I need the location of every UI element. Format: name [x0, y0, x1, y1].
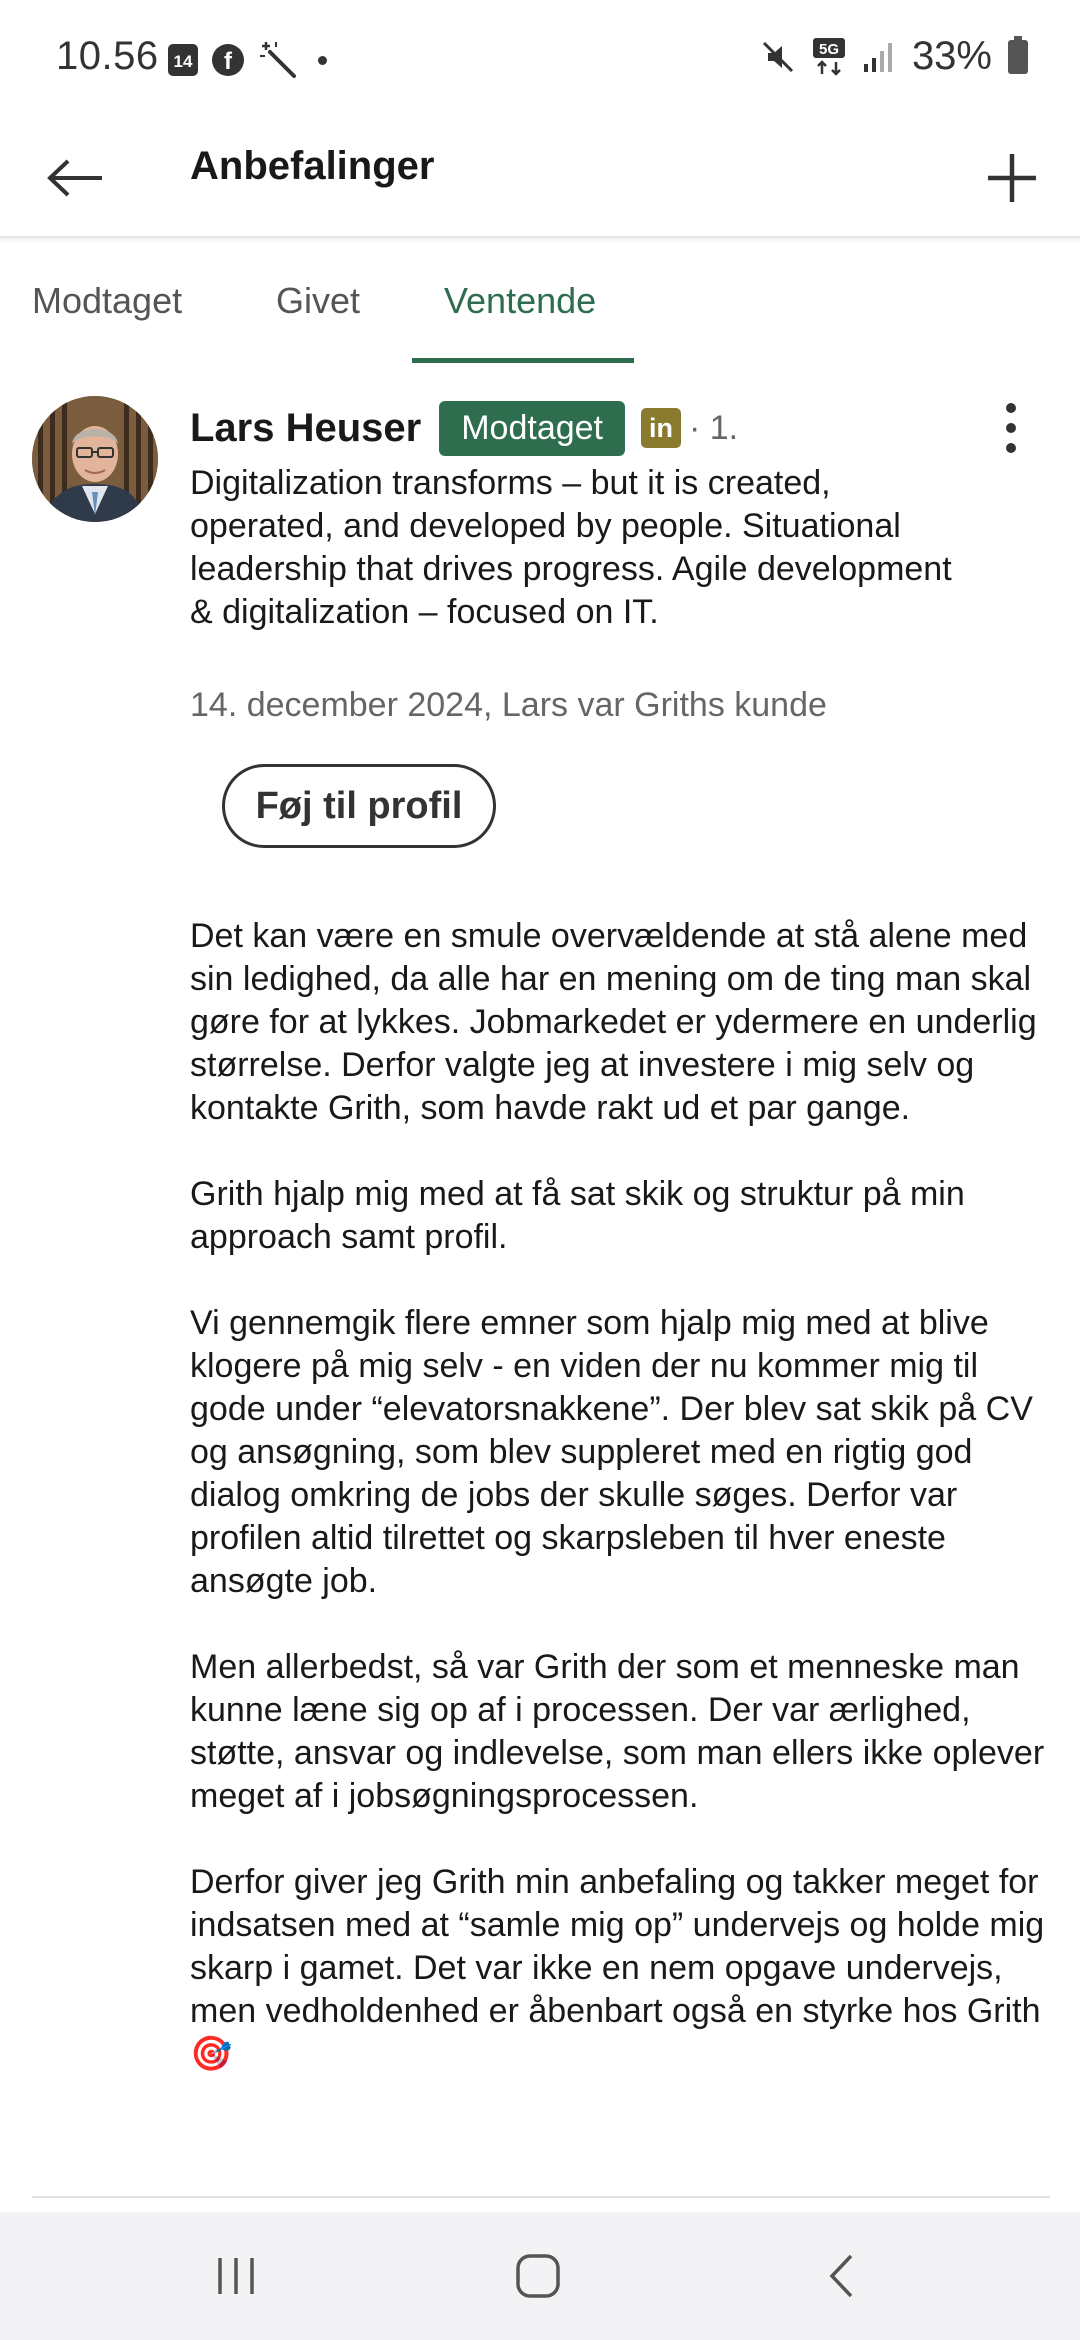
recommendation-paragraph: Derfor giver jeg Grith min anbefaling og takker meget for indsatsen med at “samle mig op” undervejs og holde mig skarp i gamet. Det var ikke en nem opgave undervejs, men vedholdenhed er åbenbart også en styrke hos Grith 🎯 — [190, 1863, 1045, 2073]
app-bar — [0, 118, 1080, 238]
system-back-button[interactable] — [802, 2242, 882, 2310]
avatar[interactable] — [32, 396, 158, 522]
add-recommendation-button[interactable] — [972, 138, 1052, 218]
status-notification-icons — [168, 40, 327, 80]
back-button[interactable] — [36, 138, 116, 218]
recommendation-text — [190, 915, 1050, 2076]
plus-icon — [986, 152, 1038, 204]
facebook-icon: f — [212, 44, 244, 76]
divider — [32, 2196, 1050, 2198]
recent-apps-button[interactable] — [196, 2242, 276, 2310]
recommender-header — [190, 396, 738, 460]
more-dot-icon — [1006, 423, 1016, 433]
page-title: Anbefalinger — [190, 144, 435, 188]
more-dot-icon — [1006, 403, 1016, 413]
home-icon — [515, 2253, 561, 2299]
mute-icon — [760, 39, 796, 75]
recommendation-paragraph: Det kan være en smule overvældende at stå alene med sin ledighed, da alle har en mening om de ting man skal gøre for at lykkes. Jobmarkedet er ydermere en underlig størrelse. Derfor valgte jeg at investere i mig selv og kontakte Grith, som havde rakt ud et par gange. — [190, 917, 1037, 1127]
recommendation-paragraph: Men allerbedst, så var Grith der som et menneske man kunne læne sig op af i processen. Der var ærlighed, støtte, ansvar og indlevelse, som man ellers ikke oplever meget af i jobsøgningsprocessen. — [190, 1648, 1045, 1815]
add-to-profile-button[interactable]: Føj til profil — [222, 764, 496, 848]
status-bar — [0, 0, 1080, 118]
profile-photo — [32, 396, 158, 522]
home-button[interactable] — [498, 2242, 578, 2310]
recommender-name[interactable]: Lars Heuser — [190, 405, 422, 450]
tab-givet[interactable]: Givet — [276, 280, 361, 321]
recent-apps-icon — [214, 2256, 258, 2296]
battery-icon — [1008, 40, 1028, 74]
chevron-left-icon — [827, 2253, 857, 2299]
magic-wand-icon — [258, 40, 298, 80]
svg-text:5G: 5G — [818, 40, 839, 58]
tab-modtaget[interactable]: Modtaget — [32, 280, 183, 321]
status-system-icons — [760, 34, 1028, 79]
system-nav-bar — [0, 2212, 1080, 2340]
more-dot-icon — [1006, 443, 1016, 453]
arrow-left-icon — [46, 158, 106, 198]
recommendation-paragraph: Grith hjalp mig med at få sat skik og struktur på min approach samt profil. — [190, 1175, 965, 1256]
signal-icon — [862, 40, 896, 74]
status-badge: Modtaget — [439, 401, 625, 456]
recommender-headline: Digitalization transforms – but it is created, operated, and developed by people. Situational leadership that drives progress. Agile development & digitalization – focused on IT. — [190, 464, 952, 631]
linkedin-icon: in — [641, 408, 681, 448]
calendar-icon: 14 — [168, 44, 198, 76]
recommendation-meta: 14. december 2024, Lars var Griths kunde — [190, 686, 827, 724]
5g-icon — [812, 37, 846, 77]
more-options-button[interactable] — [986, 396, 1036, 460]
active-tab-indicator — [412, 358, 634, 363]
connection-degree: · 1. — [689, 408, 739, 447]
more-notifications-icon — [318, 56, 327, 65]
recommendation-paragraph: Vi gennemgik flere emner som hjalp mig med at blive klogere på mig selv - en viden der nu kommer mig til gode under “elevatorsnakkene”. Der blev sat skik på CV og ansøgning, som blev suppleret med en rigtig god dialog omkring de jobs der skulle søges. Derfor var profilen altid tilrettet og skarpsleben til hver eneste ansøgte job. — [190, 1304, 1033, 1600]
tab-bar — [0, 240, 1080, 364]
battery-percent: 33% — [911, 34, 992, 78]
status-time: 10.56 — [56, 34, 159, 78]
tab-ventende[interactable]: Ventende — [444, 280, 597, 321]
